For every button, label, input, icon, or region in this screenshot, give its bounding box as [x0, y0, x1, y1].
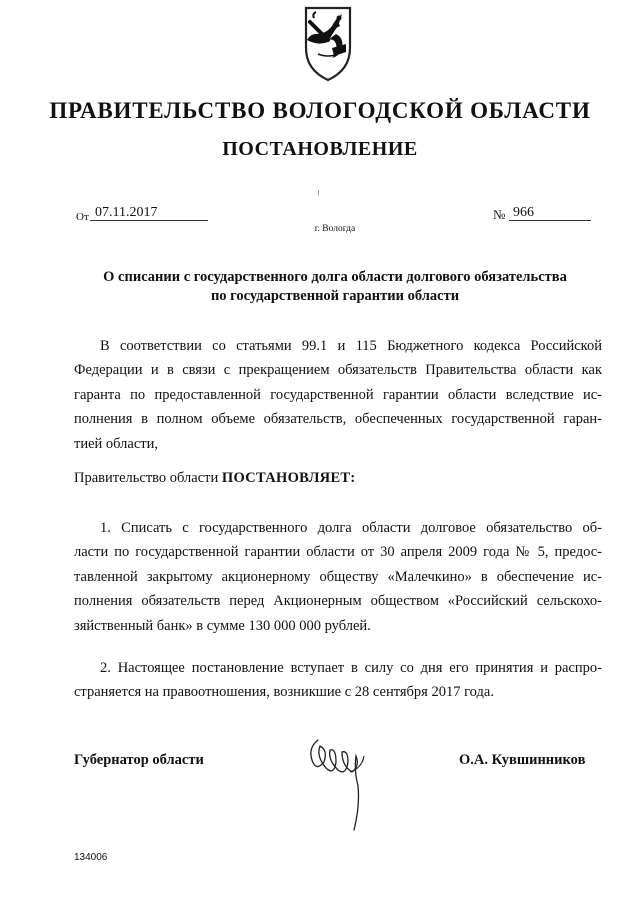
document-type: ПОСТАНОВЛЕНИЕ [222, 138, 418, 160]
preamble-line: Федерации и в связи с прекращением обязательств Правительства области как [74, 362, 602, 379]
handwritten-signature-icon [306, 726, 368, 836]
preamble-line: полнения в полном объеме обязательств, обеспеченных государственной гаран- [74, 411, 602, 428]
subject-line: О списании с государственного долга области долгового обязательства [103, 269, 567, 285]
preamble-line: В соответствии со статьями 99.1 и 115 Бюджетного кодекса Российской [100, 338, 602, 354]
fold-mark [318, 190, 319, 195]
government-title: ПРАВИТЕЛЬСТВО ВОЛОГОДСКОЙ ОБЛАСТИ [49, 98, 591, 123]
date-prefix: От [76, 211, 89, 223]
signatory-role: Губернатор области [74, 752, 204, 768]
item-line: зяйственный банк» в сумме 130 000 000 рублей. [74, 617, 371, 634]
item-line: тавленной закрытому акционерному обществу «Малечкино» в обеспечение ис- [74, 568, 602, 585]
resolution-item-2 [74, 656, 602, 705]
document-date: 07.11.2017 [90, 204, 208, 221]
resolve-line [74, 470, 356, 487]
item-line: полнения обязательств перед Акционерным обществом «Российский сельскохо- [74, 593, 602, 610]
signatory-name: О.А. Кувшинников [459, 752, 586, 768]
subject-line: по государственной гарантии области [210, 288, 460, 304]
resolution-item-1 [74, 516, 602, 638]
vologda-coat-of-arms-icon [298, 4, 358, 84]
item-line: страняется на правоотношения, возникшие с 28 сентября 2017 года. [74, 684, 494, 701]
document-number: 966 [509, 204, 591, 221]
item-line: 1. Списать с государственного долга области долговое обязательство об- [100, 520, 602, 536]
preamble-line: гаранта по предоставленной государственной гарантии области вследствие ис- [74, 386, 602, 403]
item-line: 2. Настоящее постановление вступает в силу со дня его принятия и распро- [100, 660, 602, 676]
item-line: ласти по государственной гарантии области от 30 апреля 2009 года № 5, предос- [74, 544, 602, 561]
preamble-line: тией области, [74, 435, 159, 452]
number-prefix: № [493, 207, 506, 222]
document-subject [60, 268, 610, 306]
resolve-word: ПОСТАНОВЛЯЕТ: [221, 470, 356, 486]
preamble-paragraph [74, 334, 602, 456]
document-code: 134006 [74, 852, 108, 863]
resolve-prefix: Правительство области [74, 470, 219, 486]
city-label: г. Вологда [314, 224, 356, 234]
